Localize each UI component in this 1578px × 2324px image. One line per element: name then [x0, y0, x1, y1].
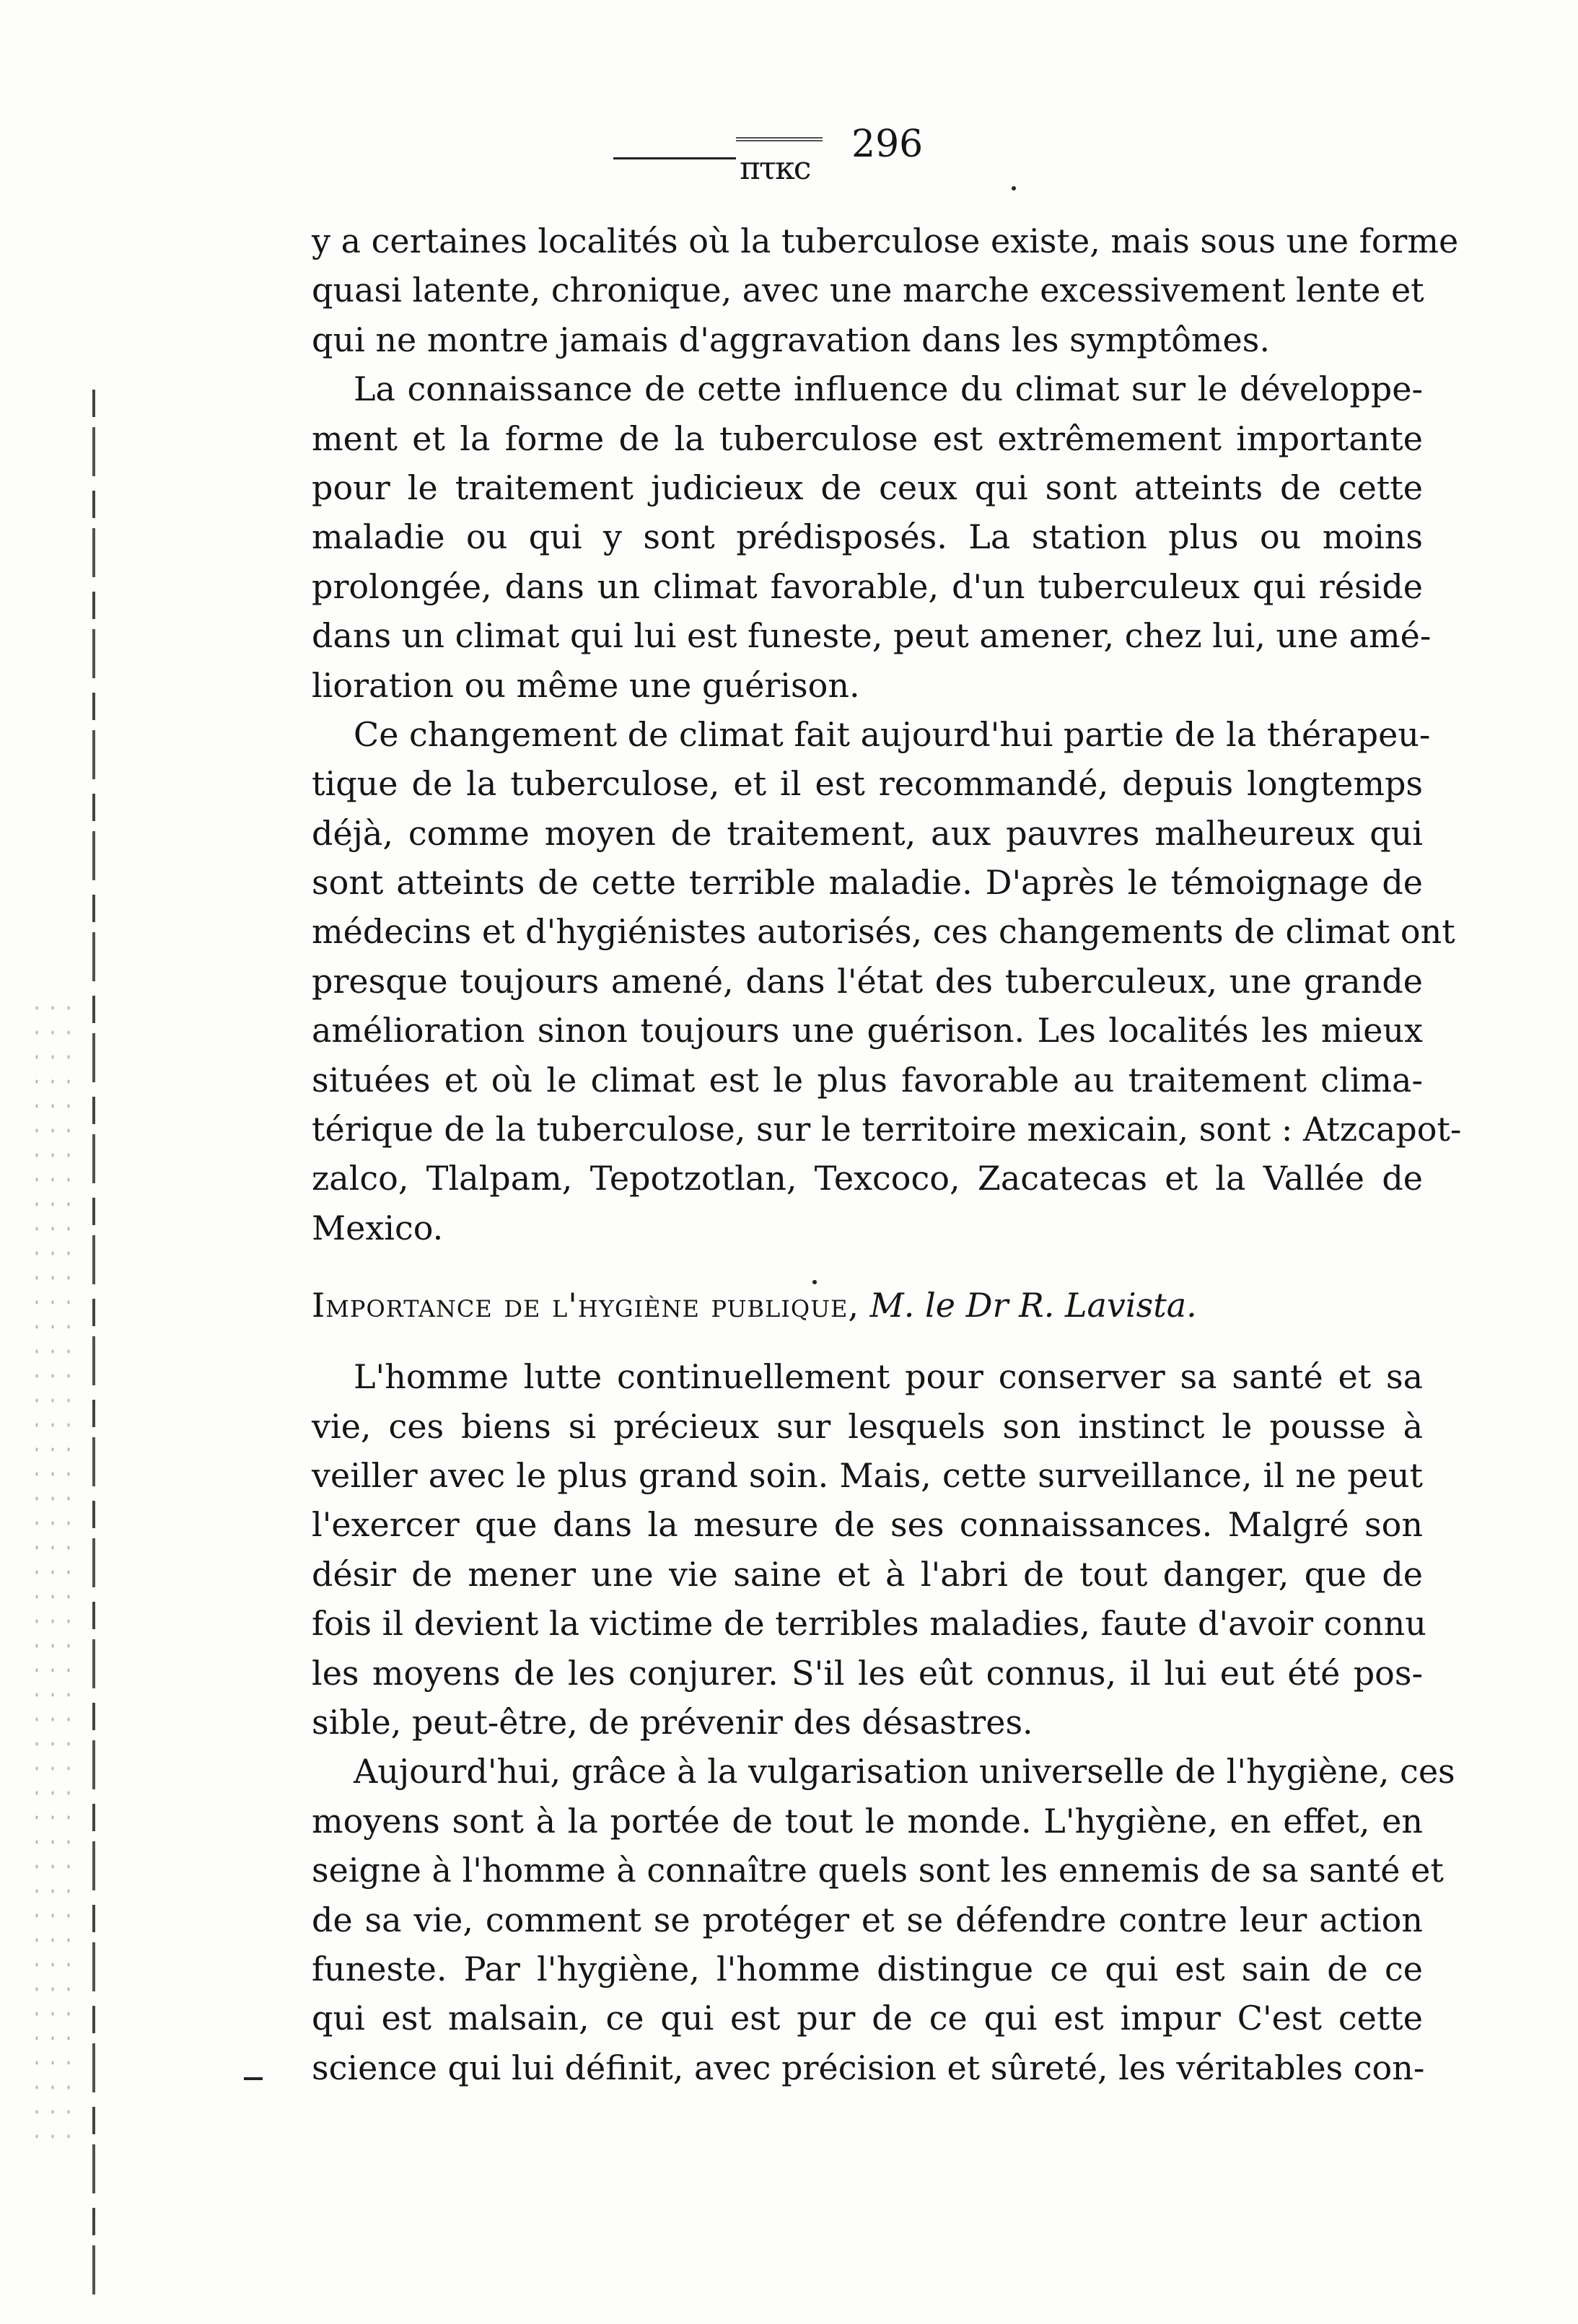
text-block-tuberculosis [312, 216, 1462, 1253]
text-line: désir de mener une vie saine et à l'abri de tout danger, que de [312, 1554, 1423, 1594]
ink-speck [1012, 186, 1016, 190]
text-line: zalco, Tlalpam, Tepotzotlan, Texcoco, Zacatecas et la Vallée de [312, 1159, 1423, 1198]
text-line: L'homme lutte continuellement pour conserver sa santé et sa [354, 1357, 1423, 1397]
text-line: sont atteints de cette terrible maladie. D'après le témoignage de [312, 863, 1423, 903]
text-line: dans un climat qui lui est funeste, peut amener, chez lui, une amé- [312, 616, 1432, 656]
text-line: situées et où le climat est le plus favorable au traitement clima- [312, 1060, 1423, 1100]
text-line: tique de la tuberculose, et il est recommandé, depuis longtemps [312, 764, 1423, 804]
text-block-hygiene [312, 1352, 1455, 2092]
section-author: M. le Dr R. Lavista. [869, 1286, 1197, 1325]
text-line: déjà, comme moyen de traitement, aux pauvres malheureux qui [312, 813, 1423, 853]
scan-edge-shadow [92, 390, 95, 2309]
text-line: térique de la tuberculose, sur le territoire mexicain, sont : Atzcapot- [312, 1110, 1462, 1149]
header-ornament-text: πτκc [740, 150, 810, 187]
scan-edge-noise [29, 996, 79, 2150]
margin-dash [244, 2077, 263, 2080]
text-line: funeste. Par l'hygiène, l'homme distingue ce qui est sain de ce [312, 1949, 1423, 1988]
text-line: ment et la forme de la tuberculose est extrêmement importante [312, 418, 1423, 458]
text-line: science qui lui définit, avec précision et sûreté, les véritables con- [312, 2048, 1425, 2087]
page-header [613, 123, 931, 202]
text-line: y a certaines localités où la tuberculose existe, mais sous une forme [312, 222, 1459, 260]
text-line: pour le traitement judicieux de ceux qui sont atteints de cette [312, 468, 1423, 507]
text-line: Aujourd'hui, grâce à la vulgarisation universelle de l'hygiène, ces [354, 1752, 1455, 1792]
ink-speck [812, 1280, 817, 1284]
text-line: qui ne montre jamais d'aggravation dans les symptômes. [312, 320, 1270, 359]
text-line: l'exercer que dans la mesure de ses connaissances. Malgré son [312, 1505, 1423, 1545]
text-line: les moyens de les conjurer. S'il les eût connus, il lui eut été pos- [312, 1653, 1423, 1693]
text-line: lioration ou même une guérison. [312, 665, 860, 705]
body-text [312, 216, 1462, 2092]
section-title: Importance de l'hygiène publique, [312, 1286, 860, 1325]
text-line: de sa vie, comment se protéger et se défendre contre leur action [312, 1900, 1423, 1939]
text-line: fois il devient la victime de terribles maladies, faute d'avoir connu [312, 1604, 1426, 1644]
header-rule [613, 157, 736, 159]
text-line: prolongée, dans un climat favorable, d'un tuberculeux qui réside [312, 566, 1423, 606]
text-line: qui est malsain, ce qui est pur de ce qui est impur C'est cette [312, 1999, 1423, 2038]
section-heading [312, 1273, 1423, 1338]
text-line: veiller avec le plus grand soin. Mais, cette surveillance, il ne peut [312, 1455, 1423, 1495]
text-line: moyens sont à la portée de tout le monde. L'hygiène, en effet, en [312, 1801, 1423, 1841]
text-line: vie, ces biens si précieux sur lesquels son instinct le pousse à [312, 1406, 1423, 1446]
text-line: Mexico. [312, 1208, 444, 1247]
text-line: presque toujours amené, dans l'état des tuberculeux, une grande [312, 961, 1423, 1001]
text-line: médecins et d'hygiénistes autorisés, ces changements de climat ont [312, 912, 1455, 952]
text-line: seigne à l'homme à connaître quels sont les ennemis de sa santé et [312, 1851, 1444, 1890]
page-number: 296 [851, 123, 924, 166]
text-line: quasi latente, chronique, avec une marche excessivement lente et [312, 271, 1424, 310]
text-line: Ce changement de climat fait aujourd'hui partie de la thérapeu- [354, 714, 1431, 754]
text-line: La connaissance de cette influence du climat sur le développe- [354, 369, 1423, 409]
text-line: amélioration sinon toujours une guérison. Les localités les mieux [312, 1011, 1423, 1051]
text-line: maladie ou qui y sont prédisposés. La station plus ou moins [312, 517, 1423, 557]
text-line: sible, peut-être, de prévenir des désastres. [312, 1702, 1033, 1742]
